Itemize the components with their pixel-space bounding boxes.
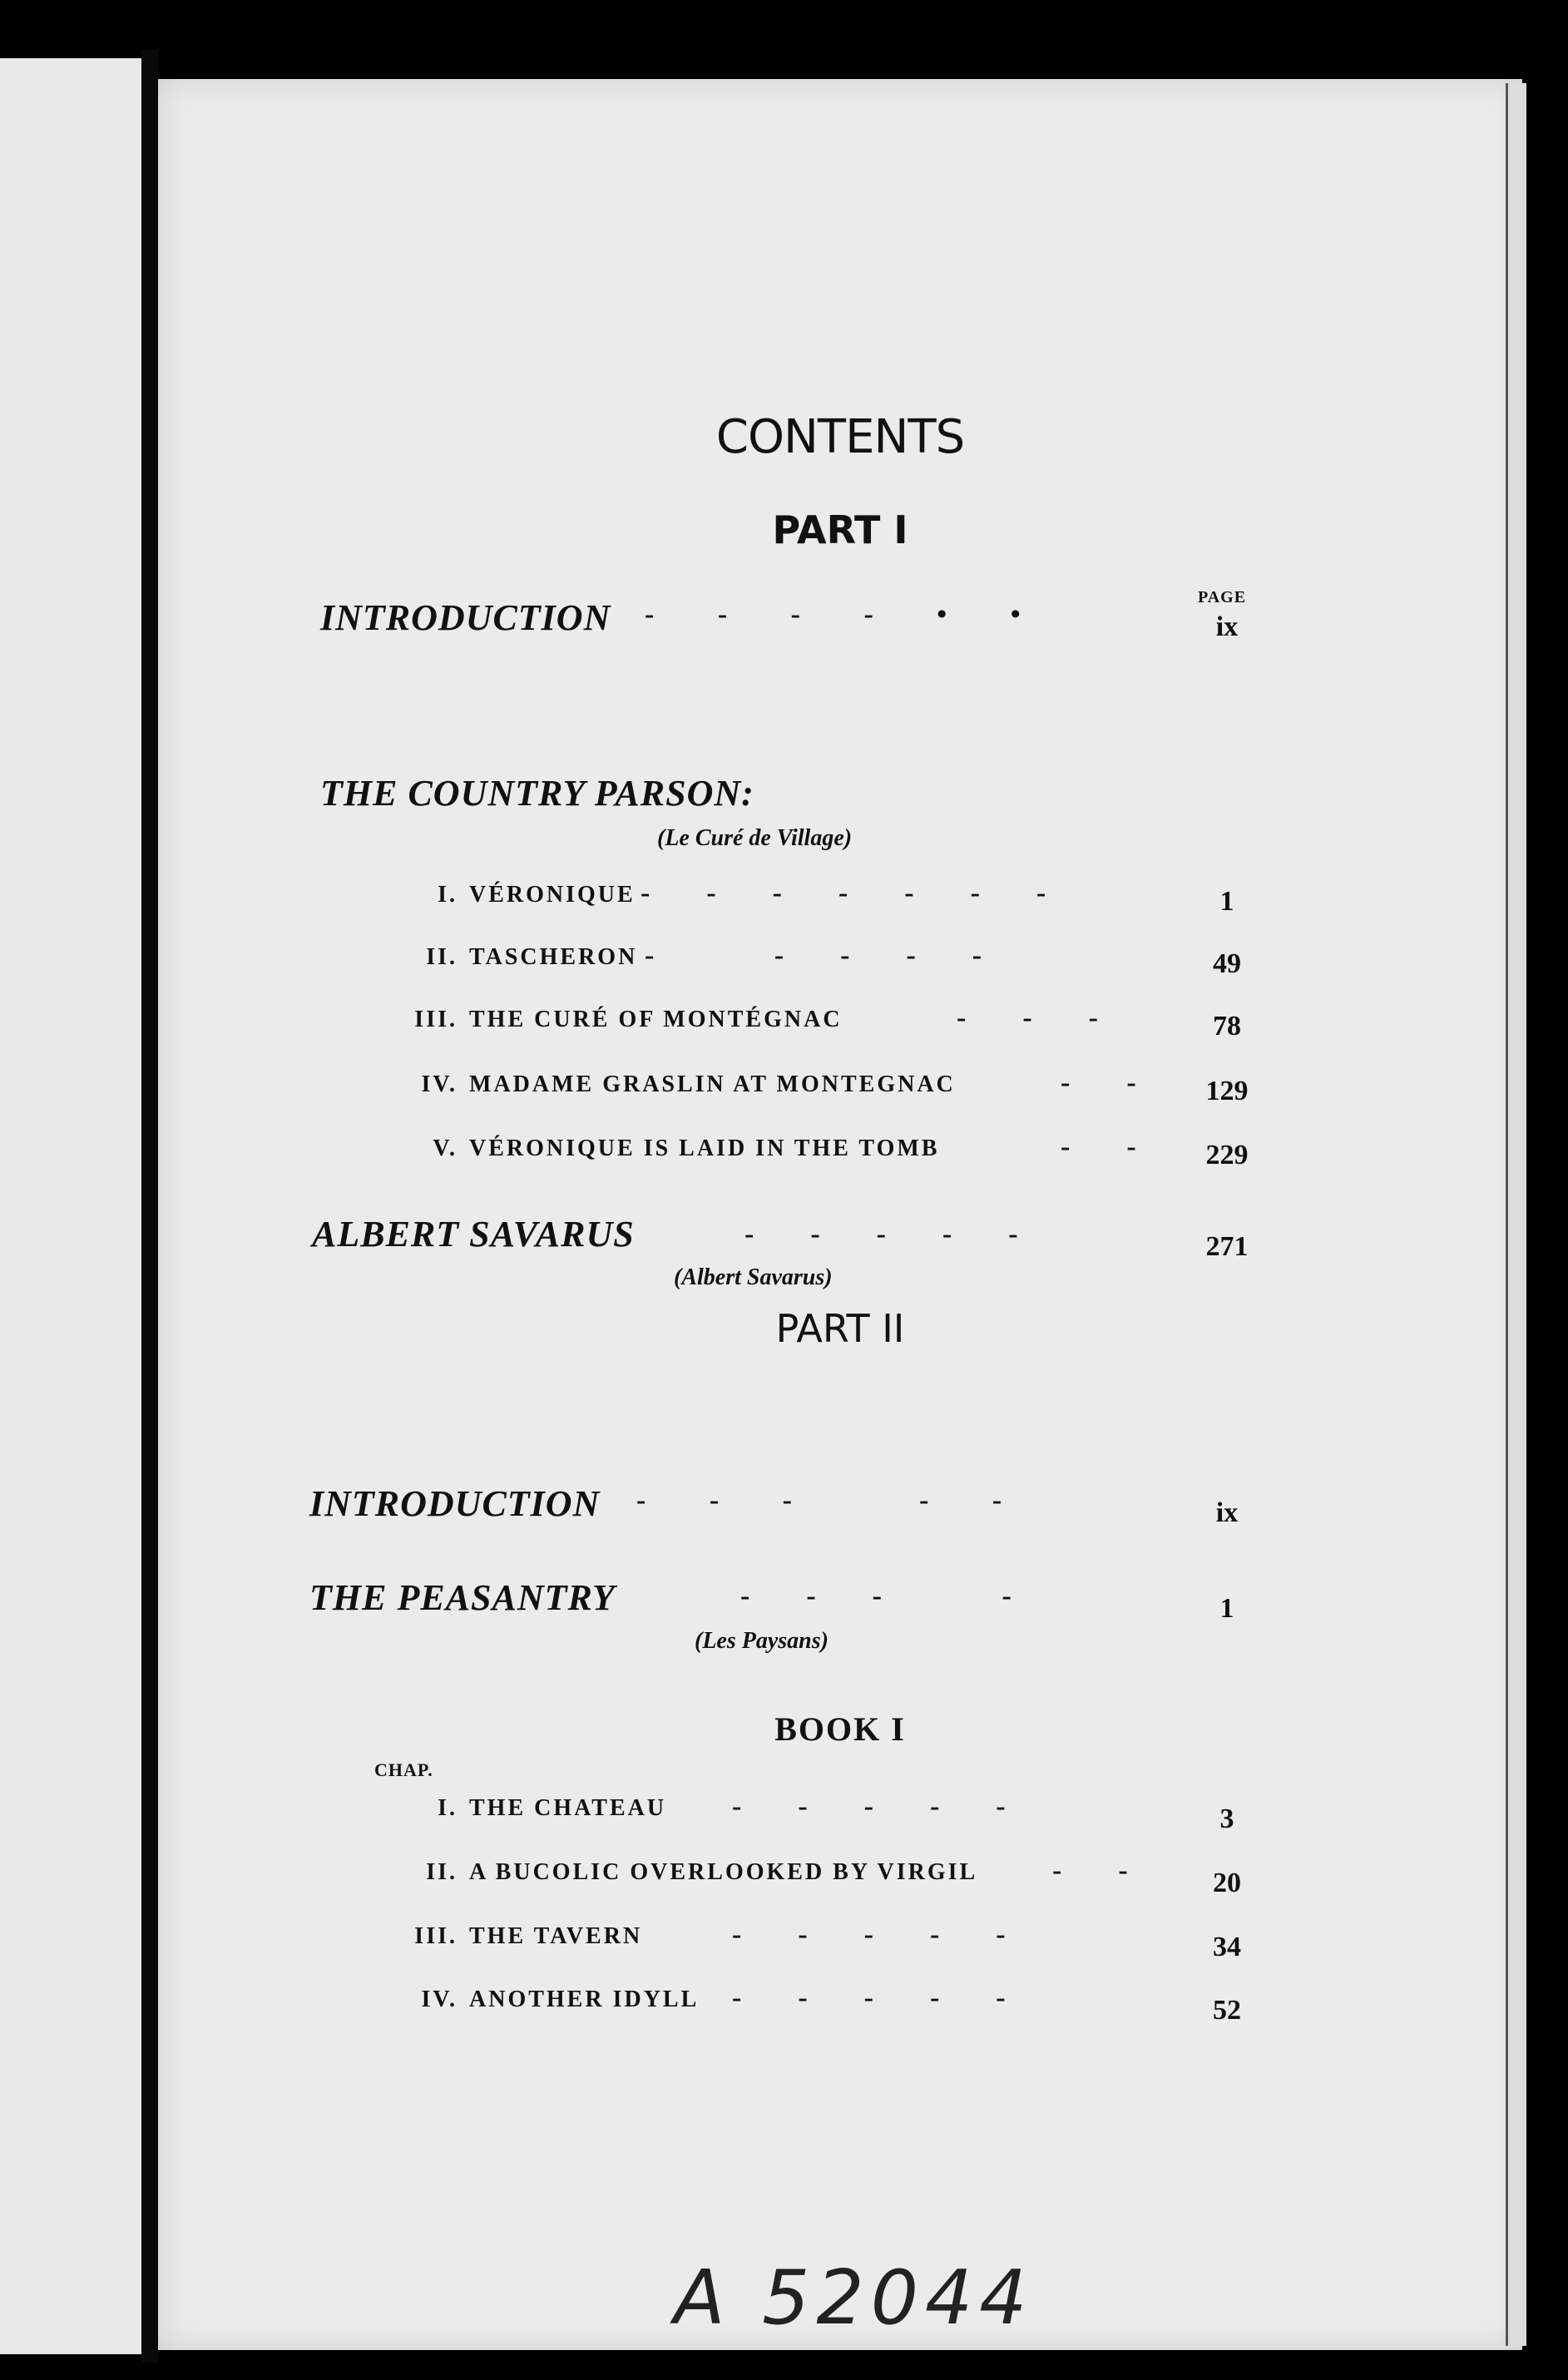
chapter-title: VÉRONIQUE IS LAID IN THE TOMB bbox=[469, 1136, 940, 1161]
dot-leader: - - bbox=[1052, 1855, 1128, 1886]
part2-heading: PART II bbox=[775, 1306, 905, 1351]
peasantry-page: 1 bbox=[1219, 1593, 1234, 1624]
chapter-number: II. bbox=[426, 1859, 458, 1885]
chapter-page: 34 bbox=[1213, 1932, 1241, 1962]
chapter-title: TASCHERON bbox=[469, 944, 638, 970]
left-page-edge bbox=[0, 58, 141, 2354]
dot-leader: - - - - - - - bbox=[641, 878, 1046, 908]
contents-page bbox=[158, 79, 1522, 2350]
page-column-label: PAGE bbox=[1198, 588, 1247, 606]
chap-label: CHAP. bbox=[374, 1759, 433, 1780]
chapter-title: THE CURÉ OF MONTÉGNAC bbox=[469, 1007, 843, 1032]
chapter-page: 49 bbox=[1213, 948, 1241, 979]
part1-introduction-page: ix bbox=[1215, 611, 1239, 642]
chapter-page: 3 bbox=[1219, 1804, 1234, 1834]
chapter-page: 229 bbox=[1205, 1140, 1249, 1170]
chapter-number: III. bbox=[414, 1007, 458, 1032]
dot-leader: - - - - - bbox=[645, 940, 982, 971]
chapter-page: 78 bbox=[1213, 1011, 1241, 1042]
chapter-title: ANOTHER IDYLL bbox=[469, 1987, 700, 2012]
page-title: CONTENTS bbox=[715, 410, 965, 464]
dot-leader: - - - - - bbox=[732, 1919, 1006, 1950]
part2-introduction-page: ix bbox=[1215, 1497, 1239, 1528]
chapter-number: IV. bbox=[421, 1071, 458, 1097]
part1-heading: PART I bbox=[772, 507, 908, 552]
chapter-number: V. bbox=[433, 1136, 458, 1161]
chapter-page: 52 bbox=[1213, 1995, 1241, 2026]
chapter-title: THE CHATEAU bbox=[469, 1795, 667, 1821]
dot-leader: - - - bbox=[957, 1002, 1098, 1033]
book-heading: BOOK I bbox=[774, 1710, 906, 1748]
chapter-number: II. bbox=[426, 944, 458, 970]
book-spine bbox=[141, 50, 158, 2363]
chapter-title: VÉRONIQUE bbox=[469, 882, 636, 908]
albert-savarus-subtitle: (Albert Savarus) bbox=[674, 1264, 833, 1290]
chapter-number: III. bbox=[414, 1923, 458, 1949]
chapter-page: 1 bbox=[1219, 886, 1234, 917]
chapter-page: 20 bbox=[1213, 1868, 1241, 1898]
dot-leader: - - - - - bbox=[732, 1982, 1006, 2013]
dot-leader: - - bbox=[1061, 1131, 1136, 1162]
part2-introduction-label: INTRODUCTION bbox=[309, 1483, 601, 1524]
dot-leader: - - bbox=[1061, 1067, 1136, 1098]
country-parson-subtitle: (Le Curé de Village) bbox=[657, 825, 853, 851]
albert-savarus-page: 271 bbox=[1205, 1231, 1249, 1262]
chapter-number: IV. bbox=[421, 1987, 458, 2012]
country-parson-label: THE COUNTRY PARSON: bbox=[320, 773, 754, 814]
albert-savarus-label: ALBERT SAVARUS bbox=[312, 1214, 635, 1254]
right-page-edge bbox=[1506, 83, 1526, 2346]
dot-leader: - - - - • • bbox=[645, 599, 1021, 630]
dot-leader: - - - - bbox=[740, 1581, 1012, 1611]
dot-leader: - - - - - bbox=[636, 1485, 1002, 1516]
chapter-number: I. bbox=[438, 882, 458, 908]
handwritten-accession-number: A 52044 bbox=[674, 2254, 1034, 2342]
part1-introduction-label: INTRODUCTION bbox=[320, 597, 611, 638]
chapter-page: 129 bbox=[1205, 1076, 1249, 1106]
dot-leader: - - - - - bbox=[732, 1791, 1006, 1822]
chapter-title: MADAME GRASLIN AT MONTEGNAC bbox=[469, 1071, 956, 1097]
chapter-number: I. bbox=[438, 1795, 458, 1821]
peasantry-label: THE PEASANTRY bbox=[309, 1577, 616, 1618]
peasantry-subtitle: (Les Paysans) bbox=[695, 1628, 829, 1654]
chapter-title: A BUCOLIC OVERLOOKED BY VIRGIL bbox=[469, 1859, 978, 1885]
dot-leader: - - - - - bbox=[744, 1219, 1018, 1249]
chapter-title: THE TAVERN bbox=[469, 1923, 643, 1949]
